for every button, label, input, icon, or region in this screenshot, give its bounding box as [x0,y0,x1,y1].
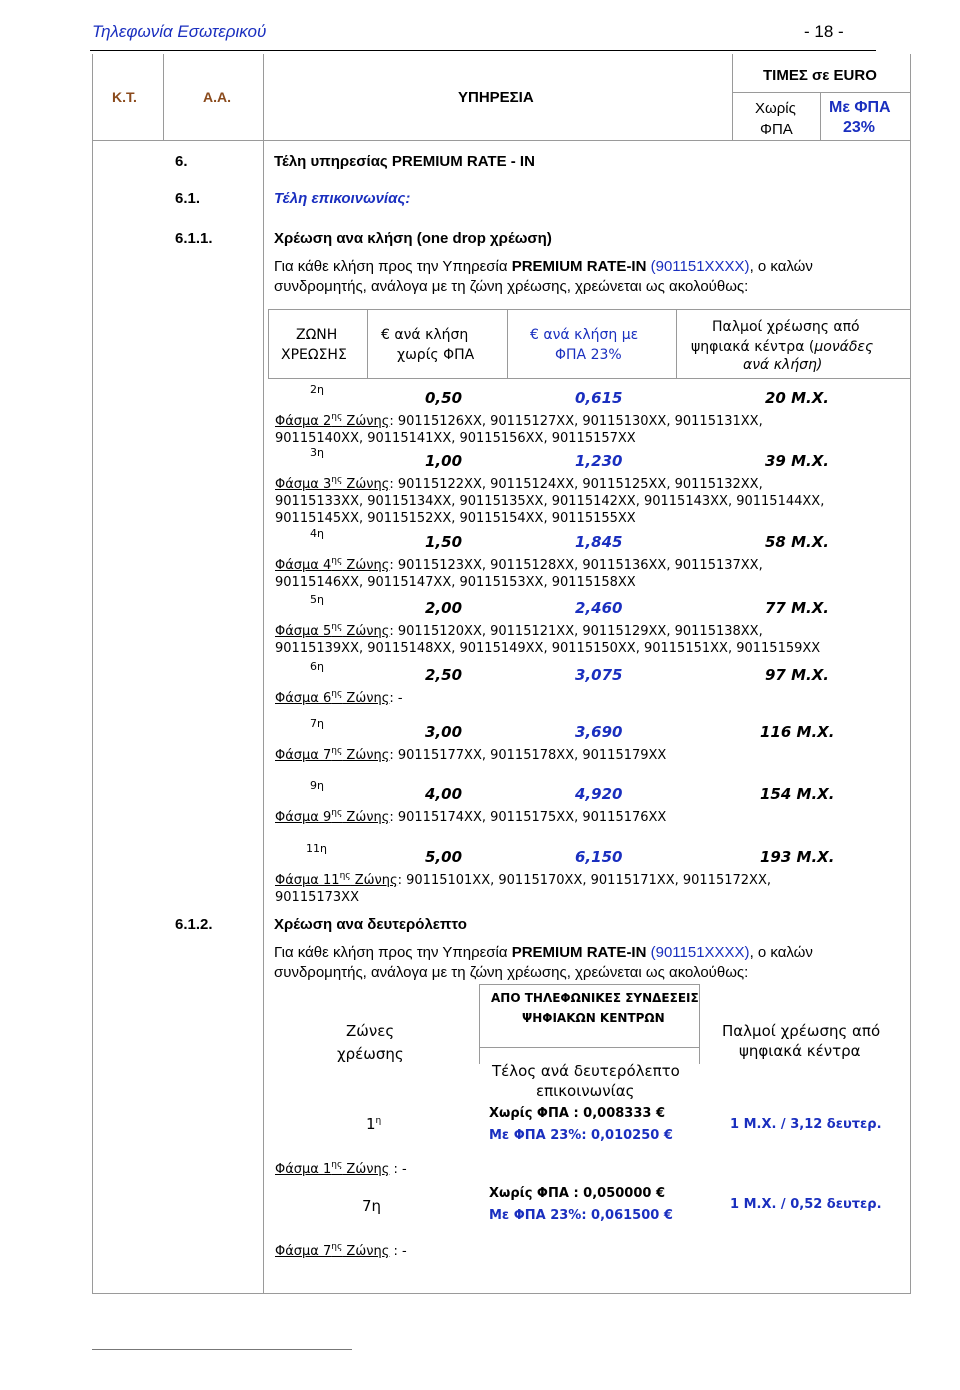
frame-col-service [263,54,264,1294]
table1-gross-header-line2: ΦΠΑ 23% [555,347,622,363]
frame-bottom [92,1293,910,1294]
table2-zone-header-line2: χρέωσης [337,1045,404,1063]
section-612-intro-line1 [274,944,813,961]
range-sup: ης [331,475,343,485]
table2-mid-split [479,1047,699,1048]
table1-net-header-line1: € ανά κλήση [381,327,469,343]
table1-gross-header-line1: € ανά κλήση με [530,327,639,343]
range-label-zone: Ζώνης [342,477,390,492]
table1-pulses-header-line2 [691,339,873,355]
net-price: 1,50 [425,533,463,551]
range-label-zone: Ζώνης [342,1162,390,1177]
page-header-title: Τηλεφωνία Εσωτερικού [92,22,267,41]
table1-top [268,309,910,310]
table1-col0 [268,309,269,379]
table1-pulses-header-line1: Παλμοί χρέωσης από [712,319,860,335]
zone-number: 2η [310,383,324,396]
page-number: - 18 - [804,22,844,41]
range-label [275,691,389,706]
zone-number: 7η [310,717,324,730]
section-611-intro-line1 [274,258,813,275]
range-label-zone: Ζώνης [342,558,390,573]
range-label-zone: Ζώνης [342,1244,390,1259]
without-vat-line2: ΦΠΑ [760,121,793,138]
intro-text: Για κάθε κλήση προς την Υπηρεσία [274,258,512,275]
zone-number: 4η [310,527,324,540]
range-label-text: Φάσμα 2 [275,414,332,429]
table2-row1-zone [366,1115,381,1133]
range-line: : 90115123XX, 90115128XX, 90115136XX, 90115137XX, [389,558,763,573]
net-price: 2,00 [425,599,463,617]
frame-col-prices [732,54,733,140]
range-line: : 90115126XX, 90115127XX, 90115130XX, 90115131XX, [389,414,763,429]
col-service-header: ΥΠΗΡΕΣΙΑ [458,89,534,106]
range-line: : 90115122XX, 90115124XX, 90115125XX, 90115132XX, [389,477,763,492]
range-label-zone: Ζώνης [342,810,390,825]
range-label-zone: Ζώνης [342,624,390,639]
footer-rule [92,1349,352,1350]
range-line: : 90115177XX, 90115178XX, 90115179XX [389,748,667,763]
table1-col3 [676,309,677,379]
range-label [275,414,389,429]
pulses-header-text: ψηφιακά κέντρα ( [691,339,815,355]
range-label [275,810,389,825]
table2-row2-net: Χωρίς ΦΠΑ : 0,050000 € [489,1186,665,1201]
with-vat-line2: 23% [843,119,876,136]
range-line: : 90115120XX, 90115121XX, 90115129XX, 90115138XX, [389,624,763,639]
net-price: 4,00 [425,785,463,803]
pulse-units: 97 Μ.Χ. [765,666,829,684]
table1-zone-header-line2: ΧΡΕΩΣΗΣ [281,347,347,363]
range-label [275,748,389,763]
table2-sub-header-line2: επικοινωνίας [536,1082,635,1100]
number-range [275,409,763,447]
range-value: : - [389,1244,407,1259]
range-line: 90115140XX, 90115141XX, 90115156XX, 90115157XX [275,431,636,446]
intro-text: Για κάθε κλήση προς την Υπηρεσία [274,944,512,961]
table2-pulses-header-line2: ψηφιακά κέντρα [739,1042,861,1060]
section-612-intro-line2: συνδρομητής, ανάλογα με τη ζώνη χρέωσης, χρεώνεται ως ακολούθως: [274,964,749,981]
intro-service-name: PREMIUM RATE-IN [511,258,647,275]
table1-col2 [507,309,508,379]
number-range [275,805,666,826]
range-sup: ης [331,622,343,632]
section-612-title: Χρέωση ανα δευτερόλεπτο [274,916,467,933]
range-value: : - [389,1162,407,1177]
table2-top-header-line2: ΨΗΦΙΑΚΩΝ ΚΕΝΤΡΩΝ [522,1011,665,1025]
range-label-text: Φάσμα 11 [275,873,340,888]
range-sup: ης [331,808,343,818]
net-price: 3,00 [425,723,463,741]
range-line: 90115139XX, 90115148XX, 90115149XX, 90115150XX, 90115151XX, 90115159XX [275,641,821,656]
zone-number: 3η [310,446,324,459]
range-label: Φάσμα 1 [275,1162,332,1177]
pulse-units: 116 Μ.Χ. [760,723,835,741]
gross-price: 0,615 [575,389,623,407]
table2-row2-pulses: 1 Μ.Χ. / 0,52 δευτερ. [730,1197,882,1212]
range-sup: ης [331,1242,343,1252]
intro-service-code: (901151ΧΧΧΧ) [646,944,750,961]
number-range [275,619,820,657]
net-price: 2,50 [425,666,463,684]
range-label [275,558,389,573]
range-label [275,624,389,639]
gross-price: 1,845 [575,533,623,551]
frame-prices-split [820,92,821,140]
number-range [275,743,666,764]
zone-number: 1 [366,1115,376,1133]
net-price: 0,50 [425,389,463,407]
frame-head-bottom [92,140,910,141]
section-6-number: 6. [175,153,188,170]
range-label-text: Φάσμα 3 [275,477,332,492]
number-range [275,553,763,591]
header-rule [90,50,876,51]
zone-number: 7η [362,1197,382,1215]
section-611-title: Χρέωση ανα κλήση (one drop χρέωση) [274,230,552,247]
without-vat-line1: Χωρίς [755,100,796,117]
range-line: 90115145XX, 90115152XX, 90115154XX, 90115155XX [275,511,636,526]
table1-net-header-line2: χωρίς ΦΠΑ [397,347,475,363]
net-price: 1,00 [425,452,463,470]
table2-col-split-b [699,984,700,1064]
col-prices-header: ΤΙΜΕΣ σε EURO [763,67,877,84]
range-line: : - [389,691,403,706]
intro-text-end: , ο καλών [749,944,813,961]
pulse-units: 77 Μ.Χ. [765,599,829,617]
table2-zone-header-line1: Ζώνες [346,1022,395,1040]
range-sup: ης [331,1160,343,1170]
table2-row2-zone [362,1197,381,1215]
gross-price: 1,230 [575,452,623,470]
section-612-number: 6.1.2. [175,916,213,933]
range-label-zone: Ζώνης [342,748,390,763]
gross-price: 4,920 [575,785,623,803]
number-range [275,472,824,527]
table2-row1-pulses: 1 Μ.Χ. / 3,12 δευτερ. [730,1117,882,1132]
range-label [275,477,389,492]
table1-zone-header-line1: ΖΩΝΗ [296,327,338,343]
range-line: 90115146XX, 90115147XX, 90115153XX, 90115158XX [275,575,636,590]
zone-number: 9η [310,779,324,792]
with-vat-line1: Με ΦΠΑ [829,99,891,116]
pulse-units: 154 Μ.Χ. [760,785,835,803]
table2-row1-gross: Με ΦΠΑ 23%: 0,010250 € [489,1128,673,1143]
range-label: Φάσμα 7 [275,1244,332,1259]
net-price: 5,00 [425,848,463,866]
range-sup: ης [331,746,343,756]
table1-head-bottom [268,378,910,379]
range-label-zone: Ζώνης [350,873,398,888]
table2-row2-range [275,1239,407,1260]
range-label-zone: Ζώνης [342,691,390,706]
frame-left [92,54,93,1294]
range-sup: ης [331,689,343,699]
frame-prices-sub [732,92,910,93]
table2-col-split-a [479,984,480,1064]
table2-sub-header-line1: Τέλος ανά δευτερόλεπτο [492,1062,680,1080]
table2-row1-range [275,1157,407,1178]
gross-price: 2,460 [575,599,623,617]
number-range [275,868,771,906]
col-aa-header: Α.Α. [203,89,231,105]
pulse-units: 39 Μ.Χ. [765,452,829,470]
intro-text-end: , ο καλών [749,258,813,275]
section-6-title: Τέλη υπηρεσίας PREMIUM RATE - IN [274,153,535,170]
table2-top-header-line1: ΑΠΟ ΤΗΛΕΦΩΝΙΚΕΣ ΣΥΝΔΕΣΕΙΣ [491,991,699,1005]
table2-pulses-header-line1: Παλμοί χρέωσης από [722,1022,881,1040]
range-line: 90115173XX [275,890,359,905]
table1-col1 [367,309,368,379]
zone-number: 11η [306,842,327,855]
intro-service-code: (901151ΧΧΧΧ) [646,258,750,275]
pulse-units: 58 Μ.Χ. [765,533,829,551]
frame-right [910,54,911,1294]
pulse-units: 193 Μ.Χ. [760,848,835,866]
range-line: 90115133XX, 90115134XX, 90115135XX, 90115142XX, 90115143XX, 90115144XX, [275,494,825,509]
range-label [275,873,398,888]
range-label-zone: Ζώνης [342,414,390,429]
zone-number: 5η [310,593,324,606]
gross-price: 3,690 [575,723,623,741]
range-line: : 90115101XX, 90115170XX, 90115171XX, 90115172XX, [397,873,771,888]
range-label-text: Φάσμα 9 [275,810,332,825]
section-61-title: Τέλη επικοινωνίας: [274,190,411,207]
range-label-text: Φάσμα 7 [275,748,332,763]
pulse-units: 20 Μ.Χ. [765,389,829,407]
table2-row1-net: Χωρίς ΦΠΑ : 0,008333 € [489,1106,665,1121]
range-label-text: Φάσμα 4 [275,558,332,573]
section-61-number: 6.1. [175,190,201,207]
pulses-header-italic: μονάδες [814,339,874,355]
range-line: : 90115174XX, 90115175XX, 90115176XX [389,810,667,825]
intro-service-name: PREMIUM RATE-IN [511,944,647,961]
range-sup: ης [331,412,343,422]
col-kt-header: Κ.Τ. [112,89,137,105]
table2-top-mid [479,984,699,985]
section-611-number: 6.1.1. [175,230,213,247]
gross-price: 3,075 [575,666,623,684]
zone-number: 6η [310,660,324,673]
section-611-intro-line2: συνδρομητής, ανάλογα με τη ζώνη χρέωσης, χρεώνεται ως ακολούθως: [274,278,749,295]
range-sup: ης [331,556,343,566]
zone-suffix: η [375,1116,382,1126]
table2-row2-gross: Με ΦΠΑ 23%: 0,061500 € [489,1208,673,1223]
number-range [275,686,403,707]
range-label-text: Φάσμα 5 [275,624,332,639]
range-label-text: Φάσμα 6 [275,691,332,706]
gross-price: 6,150 [575,848,623,866]
table1-pulses-header-line3: ανά κλήση) [743,357,823,373]
range-sup: ης [339,871,351,881]
frame-col-kt [163,54,164,140]
